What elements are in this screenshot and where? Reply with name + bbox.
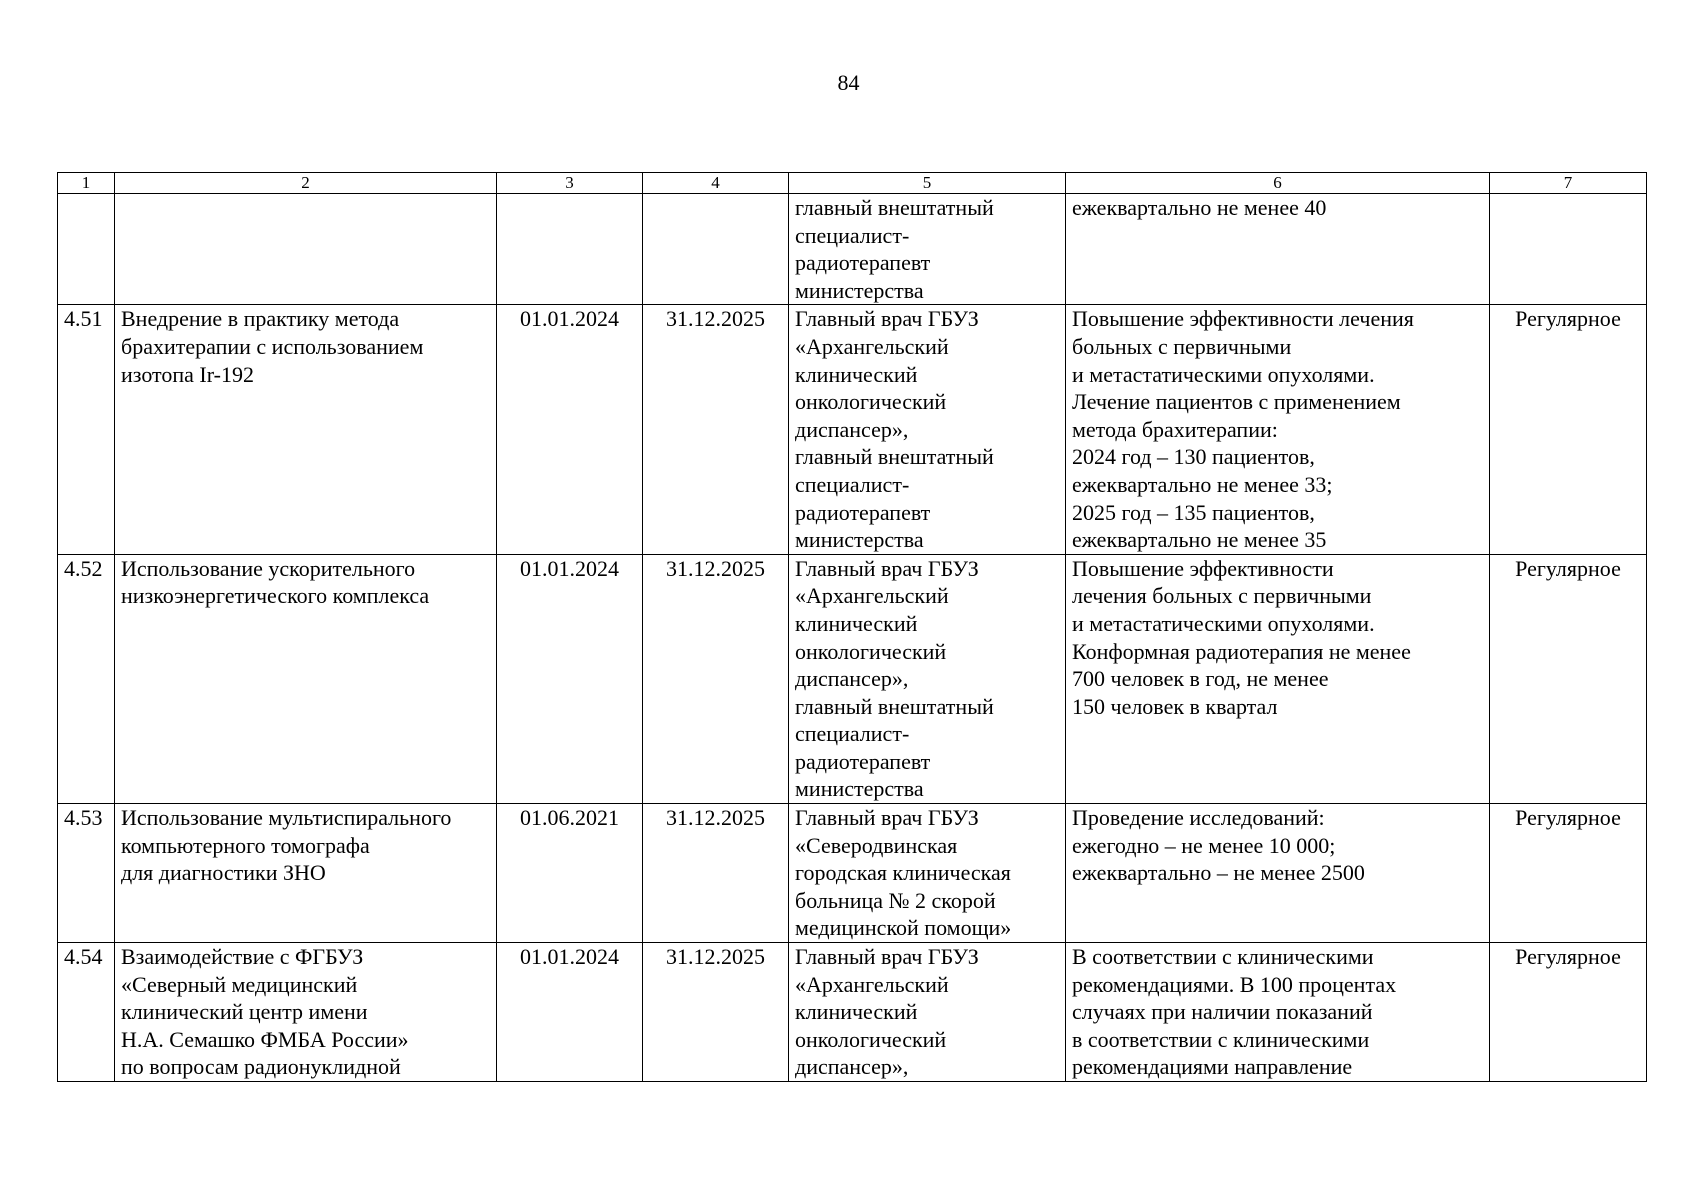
end-date-cell xyxy=(643,943,789,1082)
measures-table xyxy=(57,172,1647,1082)
cell-line: радиотерапевт xyxy=(795,499,931,525)
cell-line: медицинской помощи» xyxy=(795,915,1012,941)
measure-title-cell xyxy=(115,305,497,554)
item-number-cell xyxy=(58,804,115,943)
cell-line: ежеквартально не менее 35 xyxy=(1072,527,1327,553)
cell-line: специалист- xyxy=(795,721,910,747)
column-header: 4 xyxy=(643,173,789,194)
cell-text: 4.53 xyxy=(64,805,103,831)
responsible-cell xyxy=(789,554,1066,803)
cell-line: Повышение эффективности лечения xyxy=(1072,306,1414,332)
cell-line: Внедрение в практику метода xyxy=(121,306,400,332)
cell-line: специалист- xyxy=(795,471,910,497)
cell-line: Лечение пациентов с применением xyxy=(1072,389,1401,415)
item-number-cell xyxy=(58,943,115,1082)
cell-line: «Архангельский xyxy=(795,583,949,609)
responsible-cell xyxy=(789,194,1066,305)
start-date-cell xyxy=(497,943,643,1082)
type-cell xyxy=(1490,554,1647,803)
end-date-cell xyxy=(643,305,789,554)
cell-line: диспансер», xyxy=(795,666,909,692)
cell-line: специалист- xyxy=(795,222,910,248)
type-cell xyxy=(1490,305,1647,554)
measure-title-cell xyxy=(115,194,497,305)
cell-text: 4.52 xyxy=(64,555,103,581)
cell-line: Повышение эффективности xyxy=(1072,555,1334,581)
cell-text: Регулярное xyxy=(1515,555,1621,581)
cell-line: и метастатическими опухолями. xyxy=(1072,610,1375,636)
cell-line: для диагностики ЗНО xyxy=(121,860,326,886)
cell-line: «Архангельский xyxy=(795,971,949,997)
end-date-cell xyxy=(643,554,789,803)
type-cell xyxy=(1490,943,1647,1082)
cell-text: 31.12.2025 xyxy=(666,555,765,581)
result-cell xyxy=(1066,804,1490,943)
cell-line: клинический xyxy=(795,610,918,636)
cell-line: больница № 2 скорой xyxy=(795,887,996,913)
cell-line: низкоэнергетического комплекса xyxy=(121,583,430,609)
cell-line: радиотерапевт xyxy=(795,748,931,774)
cell-line: 2025 год – 135 пациентов, xyxy=(1072,499,1315,525)
item-number-cell xyxy=(58,194,115,305)
item-number-cell xyxy=(58,305,115,554)
end-date-cell xyxy=(643,194,789,305)
cell-line: 2024 год – 130 пациентов, xyxy=(1072,444,1315,470)
cell-text: 01.01.2024 xyxy=(520,306,619,332)
cell-text: 4.54 xyxy=(64,944,103,970)
cell-line: В соответствии с клиническими xyxy=(1072,944,1374,970)
cell-line: клинический центр имени xyxy=(121,999,368,1025)
cell-line: Использование мультиспирального xyxy=(121,805,452,831)
cell-line: министерства xyxy=(795,776,924,802)
cell-line: главный внештатный xyxy=(795,693,994,719)
table-row xyxy=(58,804,1647,943)
cell-line: ежеквартально не менее 40 xyxy=(1072,195,1327,220)
cell-line: рекомендациями направление xyxy=(1072,1054,1353,1080)
cell-line: метода брахитерапии: xyxy=(1072,416,1278,442)
cell-line: Взаимодействие с ФГБУЗ xyxy=(121,944,364,970)
cell-text: Регулярное xyxy=(1515,944,1621,970)
cell-line: министерства xyxy=(795,527,924,553)
cell-line: Н.А. Семашко ФМБА России» xyxy=(121,1026,409,1052)
cell-line: 700 человек в год, не менее xyxy=(1072,666,1329,692)
cell-text: 31.12.2025 xyxy=(666,805,765,831)
start-date-cell xyxy=(497,554,643,803)
table-row xyxy=(58,943,1647,1082)
cell-line: компьютерного томографа xyxy=(121,832,370,858)
start-date-cell xyxy=(497,194,643,305)
cell-line: случаях при наличии показаний xyxy=(1072,999,1373,1025)
cell-line: больных с первичными xyxy=(1072,333,1292,359)
cell-text: 01.01.2024 xyxy=(520,555,619,581)
measure-title-cell xyxy=(115,554,497,803)
cell-line: ежеквартально не менее 33; xyxy=(1072,471,1333,497)
start-date-cell xyxy=(497,305,643,554)
column-header: 7 xyxy=(1490,173,1647,194)
cell-line: «Северный медицинский xyxy=(121,971,358,997)
cell-text: 01.01.2024 xyxy=(520,944,619,970)
cell-line: Главный врач ГБУЗ xyxy=(795,944,979,970)
page-number: 84 xyxy=(837,70,860,95)
cell-line: «Северодвинская xyxy=(795,832,958,858)
cell-line: Проведение исследований: xyxy=(1072,805,1325,831)
cell-line: в соответствии с клиническими xyxy=(1072,1026,1370,1052)
cell-line: онкологический xyxy=(795,638,947,664)
cell-text: 01.06.2021 xyxy=(520,805,619,831)
responsible-cell xyxy=(789,305,1066,554)
table-row xyxy=(58,194,1647,305)
cell-line: главный внештатный xyxy=(795,444,994,470)
column-number-row xyxy=(58,173,1647,194)
cell-line: рекомендациями. В 100 процентах xyxy=(1072,971,1397,997)
result-cell xyxy=(1066,305,1490,554)
column-header: 3 xyxy=(497,173,643,194)
result-cell xyxy=(1066,194,1490,305)
type-cell xyxy=(1490,804,1647,943)
cell-line: брахитерапии с использованием xyxy=(121,333,424,359)
cell-line: 150 человек в квартал xyxy=(1072,693,1278,719)
cell-line: Главный врач ГБУЗ xyxy=(795,805,979,831)
cell-line: онкологический xyxy=(795,389,947,415)
cell-text: 4.51 xyxy=(64,306,103,332)
cell-text: Регулярное xyxy=(1515,805,1621,831)
cell-line: и метастатическими опухолями. xyxy=(1072,361,1375,387)
cell-line: «Архангельский xyxy=(795,333,949,359)
cell-text: 31.12.2025 xyxy=(666,306,765,332)
responsible-cell xyxy=(789,804,1066,943)
cell-line: ежеквартально – не менее 2500 xyxy=(1072,860,1365,886)
cell-line: городская клиническая xyxy=(795,860,1011,886)
cell-line: диспансер», xyxy=(795,1054,909,1080)
cell-line: Использование ускорительного xyxy=(121,555,416,581)
table-row xyxy=(58,305,1647,554)
responsible-cell xyxy=(789,943,1066,1082)
cell-line: Главный врач ГБУЗ xyxy=(795,306,979,332)
column-header: 6 xyxy=(1066,173,1490,194)
cell-line: ежегодно – не менее 10 000; xyxy=(1072,832,1336,858)
item-number-cell xyxy=(58,554,115,803)
table-row xyxy=(58,554,1647,803)
cell-text: 31.12.2025 xyxy=(666,944,765,970)
column-header: 2 xyxy=(115,173,497,194)
result-cell xyxy=(1066,554,1490,803)
cell-text: Регулярное xyxy=(1515,306,1621,332)
cell-line: Конформная радиотерапия не менее xyxy=(1072,638,1411,664)
column-header: 1 xyxy=(58,173,115,194)
result-cell xyxy=(1066,943,1490,1082)
cell-line: радиотерапевт xyxy=(795,250,931,276)
cell-line: онкологический xyxy=(795,1026,947,1052)
measure-title-cell xyxy=(115,804,497,943)
cell-line: Главный врач ГБУЗ xyxy=(795,555,979,581)
start-date-cell xyxy=(497,804,643,943)
cell-line: изотопа Ir-192 xyxy=(121,361,254,387)
cell-line: министерства xyxy=(795,277,924,303)
cell-line: по вопросам радионуклидной xyxy=(121,1054,401,1080)
cell-line: лечения больных с первичными xyxy=(1072,583,1372,609)
cell-line: диспансер», xyxy=(795,416,909,442)
measure-title-cell xyxy=(115,943,497,1082)
column-header: 5 xyxy=(789,173,1066,194)
cell-line: главный внештатный xyxy=(795,195,994,220)
type-cell xyxy=(1490,194,1647,305)
end-date-cell xyxy=(643,804,789,943)
cell-line: клинический xyxy=(795,999,918,1025)
cell-line: клинический xyxy=(795,361,918,387)
